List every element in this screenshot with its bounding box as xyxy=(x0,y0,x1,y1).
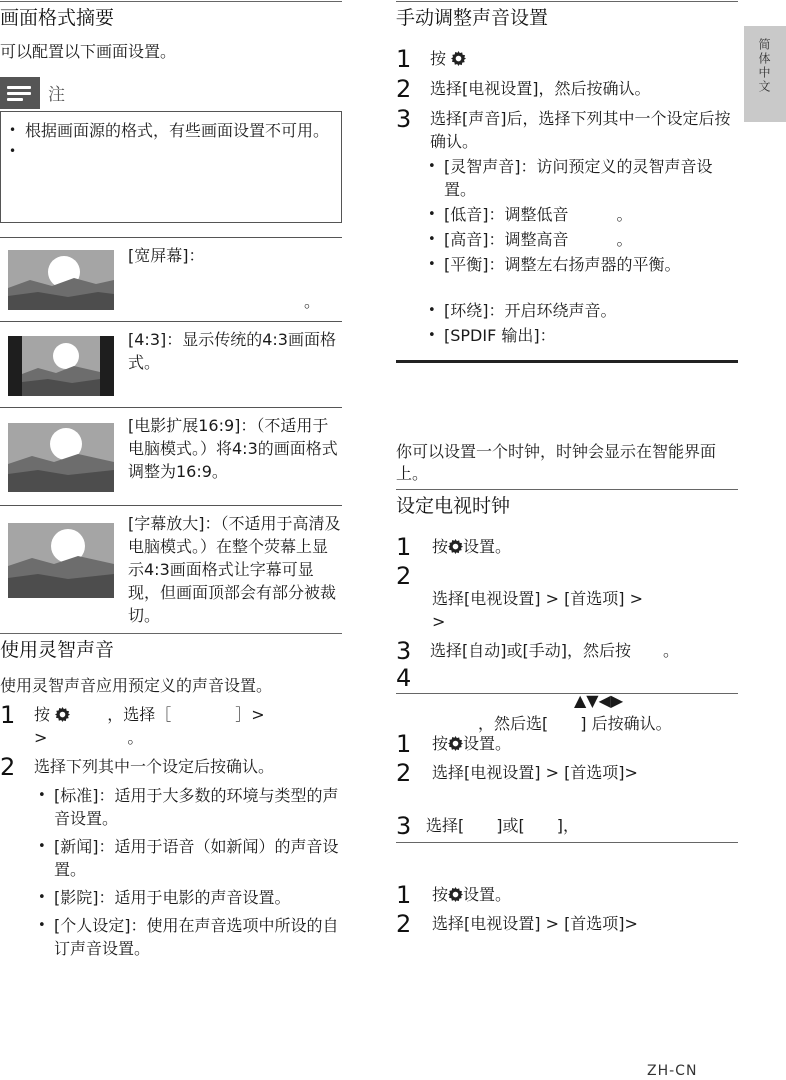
note-label: 注 xyxy=(48,85,65,105)
option-personal: • [个人设定]：使用在声音选项中所设的自订声音设置。 xyxy=(36,914,342,960)
set-clock-title: 设定电视时钟 xyxy=(396,495,511,517)
option-smart-sound: • [灵智声音]：访问预定义的灵智声音设置。 xyxy=(426,155,738,201)
option-balance: • [平衡]：调整左右扬声器的平衡。 xyxy=(426,253,738,276)
movie-expand-text: [电影扩展16:9]：（不适用于电脑模式。）将4:3的画面格式调整为16:9。 xyxy=(128,416,338,481)
last-section xyxy=(396,842,738,938)
manual-step-3: 3 选择[声音]后，选择下列其中一个设定后按确认。 xyxy=(396,105,731,151)
gear-icon xyxy=(448,736,463,751)
smart-sound-section xyxy=(0,633,342,960)
smart-sound-title: 使用灵智声音 xyxy=(0,639,115,661)
gear-icon xyxy=(55,707,70,722)
option-bass: • [低音]：调整低音 。 xyxy=(426,203,738,226)
option-standard: • [标准]：适用于大多数的环境与类型的声音设置。 xyxy=(36,784,342,830)
note-item: • 根据画面源的格式，有些画面设置不可用。 xyxy=(9,120,335,141)
format-row-widescreen xyxy=(0,237,342,321)
clock-step-3: 3 选择[自动]或[手动]，然后按 。 xyxy=(396,637,679,665)
picture-format-intro: 可以配置以下画面设置。 xyxy=(0,42,177,61)
manual-step-2: 2 选择[电视设置]，然后按确认。 xyxy=(396,75,651,103)
option-spdif: • [SPDIF 输出]： xyxy=(426,324,738,347)
format-row-4-3 xyxy=(0,321,342,407)
language-tab-label: 简体中文 xyxy=(757,38,771,94)
clock-step-2: 2 选择[电视设置] > [首选项] > > xyxy=(396,562,644,631)
manual-sound-options xyxy=(426,155,738,347)
format-row-subtitle-zoom xyxy=(0,505,342,633)
timer-step-1: 1 按 设置。 xyxy=(396,730,512,758)
smart-sound-options xyxy=(36,784,342,960)
4-3-text: [4:3]：显示传统的4:3画面格式。 xyxy=(128,330,336,372)
movie-expand-thumbnail xyxy=(8,420,114,492)
gear-icon xyxy=(451,51,466,66)
widescreen-thumbnail xyxy=(8,250,114,310)
timer-section xyxy=(396,693,738,840)
timer-step-2: 2 选择[电视设置] > [首选项]> xyxy=(396,759,638,787)
right-column xyxy=(396,0,738,347)
note-box xyxy=(0,111,342,223)
clock-step-1: 1 按 设置。 xyxy=(396,533,512,561)
4-3-thumbnail xyxy=(8,336,114,396)
clock-step-4: 4 ▲▼◀▶ ，然后选[ ] 后按确认。 xyxy=(396,664,672,733)
section-divider xyxy=(396,360,738,363)
note-header xyxy=(0,77,342,111)
last-step-1: 1 按 设置。 xyxy=(396,881,512,909)
manual-step-1: 1 按 xyxy=(396,47,738,70)
timer-step-3: 3 选择[ ]或[ ]， xyxy=(396,812,579,840)
subtitle-zoom-thumbnail xyxy=(8,520,114,598)
note-icon xyxy=(0,77,40,109)
format-row-movie-expand xyxy=(0,407,342,505)
manual-sound-title: 手动调整声音设置 xyxy=(396,7,549,29)
left-column xyxy=(0,0,342,223)
smart-sound-step-1: 1 按 ，选择［ ］> > 。 xyxy=(0,701,265,747)
smart-sound-step-2: 2 选择下列其中一个设定后按确认。 xyxy=(0,753,275,781)
option-treble: • [高音]：调整高音 。 xyxy=(426,228,738,251)
smart-sound-intro: 使用灵智声音应用预定义的声音设置。 xyxy=(0,676,273,695)
last-step-2: 2 选择[电视设置] > [首选项]> xyxy=(396,910,638,938)
gear-icon xyxy=(448,887,463,902)
option-blank xyxy=(426,276,738,297)
option-surround: • [环绕]：开启环绕声音。 xyxy=(426,299,738,322)
subtitle-zoom-text: [字幕放大]：（不适用于高清及电脑模式。）在整个荧幕上显示4:3画面格式让字幕可显现，但画面顶部会有部分被裁切。 xyxy=(128,514,341,625)
clock-intro: 你可以设置一个时钟，时钟会显示在智能界面上。 xyxy=(396,442,717,483)
gear-icon xyxy=(448,539,463,554)
language-tab xyxy=(744,26,786,122)
widescreen-text: [宽屏幕]： 。 xyxy=(128,246,321,311)
page-footer-lang: ZH-CN xyxy=(647,1063,698,1079)
option-news: • [新闻]：适用于语音（如新闻）的声音设置。 xyxy=(36,835,342,881)
option-cinema: • [影院]：适用于电影的声音设置。 xyxy=(36,886,342,909)
picture-format-title: 画面格式摘要 xyxy=(0,7,115,29)
